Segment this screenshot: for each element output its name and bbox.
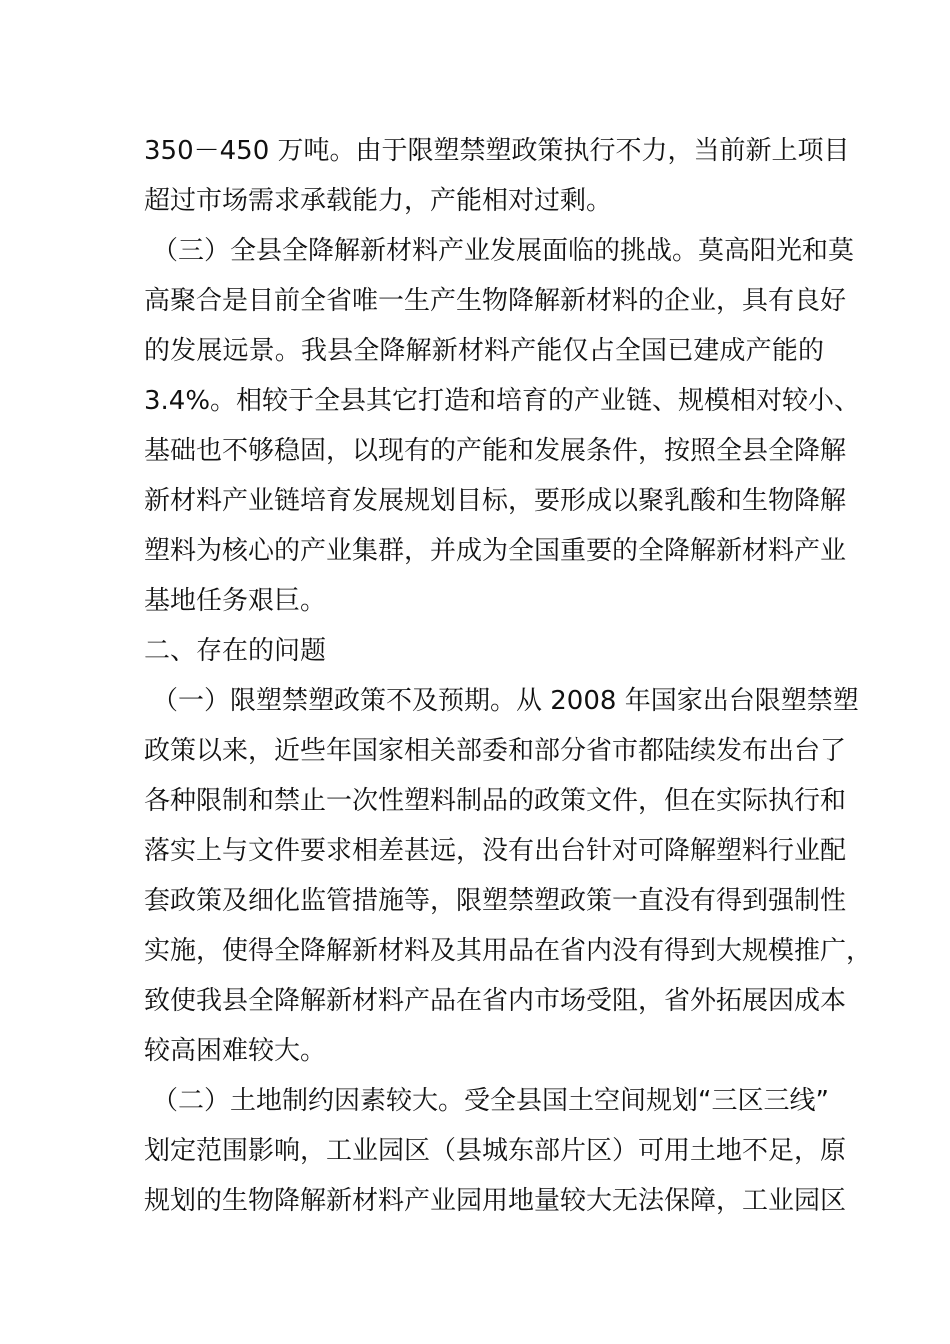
text-line: 各种限制和禁止一次性塑料制品的政策文件，但在实际执行和 <box>144 786 847 816</box>
text-line: 3.4%。相较于全县其它打造和培育的产业链、规模相对较小、 <box>144 386 861 416</box>
text-line: 基础也不够稳固，以现有的产能和发展条件，按照全县全降解 <box>144 436 847 466</box>
text-line: （一）限塑禁塑政策不及预期。从 2008 年国家出台限塑禁塑 <box>152 686 859 716</box>
text-line: 政策以来，近些年国家相关部委和部分省市都陆续发布出台了 <box>144 736 847 766</box>
text-line: 实施，使得全降解新材料及其用品在省内没有得到大规模推广， <box>144 936 873 966</box>
text-line: 套政策及细化监管措施等，限塑禁塑政策一直没有得到强制性 <box>144 886 847 916</box>
text-line: 新材料产业链培育发展规划目标，要形成以聚乳酸和生物降解 <box>144 486 847 516</box>
text-line: 高聚合是目前全省唯一生产生物降解新材料的企业，具有良好 <box>144 286 847 316</box>
text-line: 塑料为核心的产业集群，并成为全国重要的全降解新材料产业 <box>144 536 847 566</box>
body-text <box>144 126 873 1226</box>
text-line: 落实上与文件要求相差甚远，没有出台针对可降解塑料行业配 <box>144 836 847 866</box>
text-line: 致使我县全降解新材料产品在省内市场受阻，省外拓展因成本 <box>144 986 847 1016</box>
text-line: 基地任务艰巨。 <box>144 586 327 616</box>
text-line: （二）土地制约因素较大。受全县国土空间规划“三区三线” <box>152 1086 829 1116</box>
text-line: 的发展远景。我县全降解新材料产能仅占全国已建成产能的 <box>144 336 824 366</box>
text-line: （三）全县全降解新材料产业发展面临的挑战。莫高阳光和莫 <box>152 236 855 266</box>
text-line: 二、存在的问题 <box>144 636 327 666</box>
text-line: 划定范围影响，工业园区（县城东部片区）可用土地不足，原 <box>144 1136 847 1166</box>
text-line: 350－450 万吨。由于限塑禁塑政策执行不力，当前新上项目 <box>144 136 850 166</box>
text-line: 超过市场需求承载能力，产能相对过剩。 <box>144 186 613 216</box>
text-line: 较高困难较大。 <box>144 1036 327 1066</box>
text-line: 规划的生物降解新材料产业园用地量较大无法保障，工业园区 <box>144 1186 847 1216</box>
